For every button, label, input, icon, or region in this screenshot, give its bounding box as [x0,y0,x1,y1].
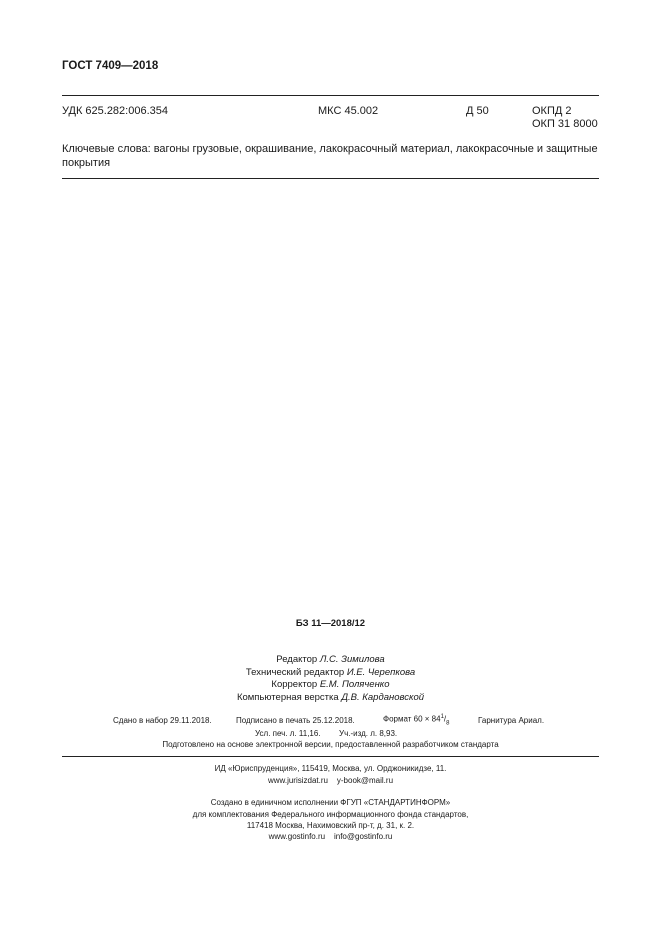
printer-email: info@gostinfo.ru [333,832,393,841]
credit-layout: Компьютерная верстка Д.В. Кардановской [236,691,425,703]
udk-code: УДК 625.282:006.354 [62,105,168,117]
podpisano-date: Подписано в печать 25.12.2018. [236,716,355,725]
credit-corrector: Корректор Е.М. Поляченко [271,679,390,690]
usl-pech-l: Усл. печ. л. 11,16. [255,729,321,738]
prepared-note: Подготовлено на основе электронной версии, предоставленной разработчиком стандарта [162,740,499,749]
okpd-code: ОКПД 2 [532,105,572,117]
publisher-contacts [0,776,661,785]
mks-code: МКС 45.002 [318,105,379,117]
printer-address: 117418 Москва, Нахимовский пр-т, д. 31, к. 2. [246,821,415,830]
credit-editor: Редактор Л.С. Зимилова [276,654,385,665]
bz-number: БЗ 11—2018/12 [295,618,366,629]
printer-line1: Создано в единичном исполнении ФГУП «СТАНДАРТИНФОРМ» [210,798,451,807]
standard-code: ГОСТ 7409—2018 [62,60,159,72]
publisher-site: www.jurisizdat.ru [267,776,328,785]
keywords: Ключевые слова: вагоны грузовые, окрашивание, лакокрасочный материал, лакокрасочные и защитные покрытия [62,143,598,169]
okp-code: ОКП 31 8000 [532,118,598,130]
credits-block [0,654,661,704]
uch-izd-l: Уч.-изд. л. 8,93. [339,729,398,738]
keywords-divider [62,178,599,179]
printer-contacts [0,832,661,841]
publisher-email: y-book@mail.ru [336,776,394,785]
sdano-date: Сдано в набор 29.11.2018. [113,716,212,725]
d-code: Д 50 [466,105,489,117]
top-divider [62,95,599,96]
bottom-divider [62,756,599,757]
format-info: Формат $60 \times 84^1/_8$ [383,714,450,727]
printer-site: www.gostinfo.ru [268,832,326,841]
credit-tech-editor: Технический редактор И.Е. Черепкова [245,666,416,678]
publisher-address: ИД «Юриспруденция», 115419, Москва, ул. Орджоникидзе, 11. [214,764,447,773]
printer-line2: для комплектования Федерального информационного фонда стандартов, [192,810,469,819]
garnitura: Гарнитура Ариал. [478,716,545,725]
